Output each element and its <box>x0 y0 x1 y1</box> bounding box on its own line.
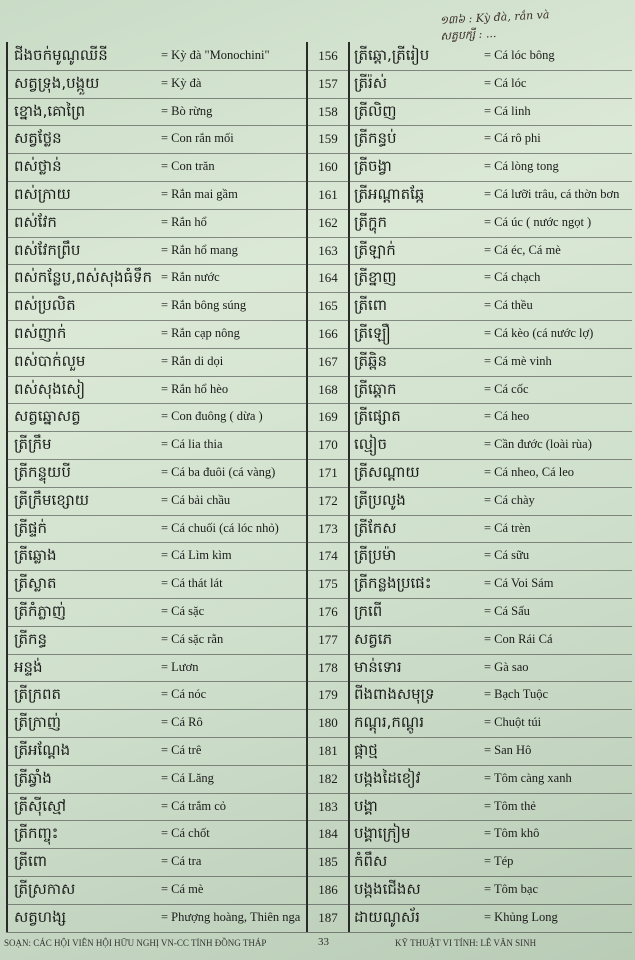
table-row <box>6 737 632 765</box>
right-khmer-term: បង្កងដៃខៀវ <box>354 768 421 787</box>
right-khmer-term: មាន់ទោរ <box>354 657 402 676</box>
left-khmer-term: ត្រីកន្ធ <box>14 629 48 648</box>
right-khmer-term: ត្រីឆ្តោក <box>354 379 397 398</box>
entry-number: 157 <box>318 75 338 91</box>
right-vietnamese-term: = Bạch Tuộc <box>484 687 549 702</box>
entry-number: 169 <box>318 409 338 425</box>
right-vietnamese-term: = Chuột túi <box>484 715 542 730</box>
right-vietnamese-term: = Cá mè vinh <box>484 353 552 368</box>
table-row <box>6 904 632 932</box>
table-row <box>6 181 632 209</box>
left-khmer-term: ត្រីឆ្វាំង <box>14 768 52 787</box>
right-vietnamese-term: = Cá sữu <box>484 548 530 563</box>
entry-number: 158 <box>318 103 338 119</box>
left-khmer-term: ពស់កន្លែប,ពស់សុងធំទឹក <box>14 268 153 287</box>
right-khmer-term: ត្រីលិញ <box>354 101 397 120</box>
right-khmer-term: ត្រីខ្នាញ <box>354 268 397 287</box>
table-row <box>6 209 632 237</box>
right-vietnamese-term: = Cá chày <box>484 492 535 507</box>
left-khmer-term: ត្រីស្រកាស <box>14 880 76 898</box>
left-vietnamese-term: = Kỳ đà "Monochini" <box>161 48 270 62</box>
table-row <box>6 125 632 153</box>
right-vietnamese-term: = Cần đước (loài rùa) <box>484 437 592 452</box>
left-khmer-term: ពស់វែក <box>14 212 57 231</box>
entry-number: 178 <box>318 659 338 675</box>
left-khmer-term: សត្វទ្រុង,បង្កួយ <box>14 73 100 92</box>
left-vietnamese-term: = Cá Lìm kìm <box>161 548 232 563</box>
left-khmer-term: ត្រីកំភ្លាញ់ <box>14 602 67 620</box>
right-vietnamese-term: = Cá úc ( nước ngọt ) <box>484 214 592 229</box>
left-khmer-term: ពស់ប្រលិត <box>14 296 76 315</box>
right-khmer-term: ត្រីក្ហុក <box>354 212 388 231</box>
left-khmer-term: ត្រីស្លាត <box>14 574 57 593</box>
right-vietnamese-term: = Cá lưỡi trâu, cá thờn bơn <box>484 187 620 201</box>
right-vietnamese-term: = Cá linh <box>484 103 531 118</box>
right-vietnamese-term: = Cá trèn <box>484 520 531 535</box>
right-khmer-term: កំពឹស <box>354 852 388 871</box>
left-vietnamese-term: = Cá chốt <box>161 826 210 841</box>
left-vietnamese-term: = Rắn hổ hèo <box>161 381 229 396</box>
entry-number: 166 <box>318 326 338 341</box>
left-vietnamese-term: = Con đuông ( dừa ) <box>161 409 263 424</box>
right-vietnamese-term: = Cá chạch <box>484 270 541 285</box>
entry-number: 185 <box>318 854 338 870</box>
right-vietnamese-term: = Cá lóc bông <box>484 48 555 62</box>
right-vietnamese-term: = Cá rô phi <box>484 131 541 146</box>
right-khmer-term: ត្រីប្រលូង <box>354 490 406 509</box>
table-row <box>6 848 632 876</box>
right-khmer-term: បង្កងជើងស <box>354 880 421 898</box>
table-row <box>6 681 632 709</box>
table-row <box>6 570 632 598</box>
handwritten-note-line: សត្វបក្សី : ... <box>440 26 497 43</box>
right-vietnamese-term: = Cá Sấu <box>484 604 530 618</box>
page-footer <box>0 934 635 960</box>
entry-number: 175 <box>318 576 338 592</box>
left-khmer-term: ខ្នោង,គោព្រៃ <box>14 101 86 120</box>
left-vietnamese-term: = Con rắn mối <box>161 131 234 146</box>
left-vietnamese-term: = Cá lia thia <box>161 437 223 452</box>
left-vietnamese-term: = Cá bải chầu <box>161 492 231 507</box>
right-vietnamese-term: = Khủng Long <box>484 909 558 924</box>
table-row <box>6 42 632 70</box>
left-vietnamese-term: = Rắn bông súng <box>161 298 247 313</box>
right-khmer-term: ត្រីកែស <box>354 518 397 537</box>
left-khmer-term: សត្វថ្លែន <box>14 129 62 148</box>
entry-number: 162 <box>318 214 338 230</box>
right-vietnamese-term: = Cá heo <box>484 409 530 424</box>
handwritten-note <box>439 7 550 45</box>
entry-number: 161 <box>318 187 338 202</box>
table-row <box>6 153 632 181</box>
right-khmer-term: ល្មៀច <box>354 435 388 454</box>
right-vietnamese-term: = Cá lòng tong <box>484 159 559 174</box>
right-khmer-term: ពីងពាងសមុទ្រ <box>354 685 435 704</box>
right-khmer-term: ផ្កាថ្ម <box>354 741 378 759</box>
right-vietnamese-term: = Tép <box>484 854 514 869</box>
entry-number: 171 <box>318 465 338 480</box>
entry-number: 167 <box>318 353 338 369</box>
right-vietnamese-term: = Cá thều <box>484 298 533 313</box>
left-vietnamese-term: = Cá chuối (cá lóc nhỏ) <box>161 520 279 535</box>
table-row <box>6 626 632 654</box>
left-khmer-term: ពស់ក្រាយ <box>14 185 71 203</box>
left-khmer-term: ត្រីកន្ទុយបី <box>14 463 71 481</box>
right-vietnamese-term: = Cá nheo, Cá leo <box>484 465 575 479</box>
footer-right: KỸ THUẬT VI TÍNH: LÊ VĂN SINH <box>395 938 537 948</box>
left-khmer-term: ពស់វែកព្រឹប <box>14 240 81 259</box>
left-khmer-term: ត្រីស៊ីស្មៅ <box>14 796 67 815</box>
entry-number: 173 <box>318 520 338 536</box>
right-vietnamese-term: = Cá lóc <box>484 75 527 90</box>
left-khmer-term: ពស់ថ្លាន់ <box>14 157 62 176</box>
right-vietnamese-term: = Tôm càng xanh <box>484 770 572 785</box>
table-row <box>6 876 632 904</box>
right-khmer-term: កណ្តុរ,កណ្តូរ <box>354 713 424 732</box>
table-row <box>6 376 632 404</box>
left-vietnamese-term: = Rắn nước <box>161 270 220 285</box>
table-row <box>6 765 632 793</box>
right-khmer-term: ត្រីពោ <box>354 296 388 315</box>
left-vietnamese-term: = Con trăn <box>161 159 215 174</box>
entry-number: 183 <box>318 798 338 814</box>
left-khmer-term: ត្រីក្រាញ់ <box>14 713 62 732</box>
left-vietnamese-term: = Cá tra <box>161 854 202 869</box>
right-vietnamese-term: = Cá cốc <box>484 381 529 396</box>
left-khmer-term: អន្ទង់ <box>14 657 43 676</box>
page-top <box>0 0 635 42</box>
right-khmer-term: ក្រពើ <box>354 602 383 620</box>
handwritten-note-line: ១៣៦ : Kỳ đà, rắn và <box>439 8 550 27</box>
left-vietnamese-term: = Cá nóc <box>161 687 207 702</box>
right-khmer-term: ត្រីរ៉ស់ <box>354 73 388 92</box>
table-row <box>6 793 632 821</box>
entry-number: 182 <box>318 770 338 786</box>
entry-number: 168 <box>318 381 338 397</box>
vocabulary-table <box>6 42 632 932</box>
left-vietnamese-term: = Cá trắm cỏ <box>161 798 227 813</box>
left-khmer-term: ត្រីក្រឹមខ្សោយ <box>14 490 90 509</box>
right-vietnamese-term: = Tôm khô <box>484 826 540 841</box>
left-vietnamese-term: = Cá sặc <box>161 604 205 618</box>
table-row <box>6 98 632 126</box>
left-khmer-term: ត្រីឆ្លោង <box>14 546 57 565</box>
table-row <box>6 820 632 848</box>
right-khmer-term: ត្រីផ្សោត <box>354 407 401 426</box>
left-vietnamese-term: = Rắn cạp nông <box>161 326 240 340</box>
right-khmer-term: ត្រីចង្វា <box>354 157 392 176</box>
left-vietnamese-term: = Cá mè <box>161 882 204 896</box>
right-khmer-term: ត្រីឡឿ <box>354 324 391 342</box>
left-khmer-term: ត្រីអណ្តែង <box>14 741 71 759</box>
entry-number: 160 <box>318 159 338 175</box>
table-row <box>6 654 632 682</box>
entry-number: 184 <box>318 826 338 842</box>
left-vietnamese-term: = Phượng hoàng, Thiên nga <box>161 909 301 924</box>
table-row <box>6 598 632 626</box>
table-row <box>6 320 632 348</box>
left-khmer-term: ត្រីពោ <box>14 852 48 871</box>
left-vietnamese-term: = Cá Lăng <box>161 770 214 785</box>
right-khmer-term: ត្រីឆ្ពិន <box>354 351 388 370</box>
right-vietnamese-term: = Cá éc, Cá mè <box>484 242 561 257</box>
entry-number: 174 <box>318 548 338 564</box>
left-vietnamese-term: = Cá sặc rằn <box>161 631 224 646</box>
left-khmer-term: ត្រីផ្ទក់ <box>14 518 48 537</box>
entry-number: 163 <box>318 242 338 258</box>
right-khmer-term: ត្រីអណ្តាតឆ្កែ <box>354 185 425 203</box>
left-vietnamese-term: = Bò rừng <box>161 103 213 118</box>
left-vietnamese-term: = Cá ba đuôi (cá vàng) <box>161 465 276 479</box>
left-vietnamese-term: = Kỳ đà <box>161 75 202 90</box>
table-row <box>6 542 632 570</box>
entry-number: 156 <box>318 48 338 63</box>
entry-number: 170 <box>318 437 338 453</box>
entry-number: 165 <box>318 298 338 314</box>
entry-number: 186 <box>318 882 338 897</box>
right-khmer-term: ត្រីឆ្តោ,ត្រីរៀប <box>354 46 430 64</box>
entry-number: 180 <box>318 715 338 731</box>
right-khmer-term: បង្គាក្រៀម <box>354 824 411 843</box>
left-vietnamese-term: = Cá Rô <box>161 715 203 730</box>
right-vietnamese-term: = Tôm thẻ <box>484 798 536 813</box>
table-row <box>6 487 632 515</box>
entry-number: 159 <box>318 131 338 147</box>
table-row <box>6 431 632 459</box>
left-vietnamese-term: = Rắn di dọi <box>161 353 224 368</box>
table-row <box>6 264 632 292</box>
left-vietnamese-term: = Rắn hổ <box>161 214 207 229</box>
right-vietnamese-term: = Con Rái Cá <box>484 631 553 646</box>
page-number: 33 <box>318 936 329 948</box>
left-khmer-term: ត្រីក្រពត <box>14 685 62 704</box>
table-row <box>6 348 632 376</box>
right-vietnamese-term: = Tôm bạc <box>484 882 539 896</box>
left-khmer-term: ពស់សុងសៀ <box>14 379 86 398</box>
right-vietnamese-term: = San Hô <box>484 743 532 757</box>
table-row <box>6 70 632 98</box>
table-row <box>6 515 632 543</box>
table-row <box>6 459 632 487</box>
right-khmer-term: ត្រីប្រម៉ា <box>354 546 397 565</box>
right-khmer-term: ត្រីឡាក់ <box>354 240 396 259</box>
right-khmer-term: សត្វភេ <box>354 629 393 648</box>
left-khmer-term: ត្រីក្រឹម <box>14 435 52 454</box>
left-vietnamese-term: = Lươn <box>161 659 199 674</box>
right-khmer-term: ត្រីសណ្តាយ <box>354 463 420 481</box>
entry-number: 177 <box>318 631 338 647</box>
right-vietnamese-term: = Cá Voi Sám <box>484 576 554 591</box>
entry-number: 179 <box>318 687 338 703</box>
entry-number: 172 <box>318 492 338 508</box>
table-row <box>6 403 632 431</box>
left-khmer-term: ជីងចក់មូណូឈីនី <box>14 46 108 64</box>
right-khmer-term: ត្រីកន្លងប្រផេះ <box>354 574 432 593</box>
left-vietnamese-term: = Rắn hổ mang <box>161 242 238 257</box>
row-separator <box>6 932 632 933</box>
left-khmer-term: ពស់បាក់លួម <box>14 351 86 370</box>
right-vietnamese-term: = Cá kèo (cá nước lợ) <box>484 326 594 340</box>
left-khmer-term: សត្វហង្ស <box>14 907 67 926</box>
entry-number: 181 <box>318 743 338 758</box>
right-khmer-term: ត្រីកន្ធប់ <box>354 129 397 148</box>
right-khmer-term: ដាយណូស័រ <box>354 907 420 926</box>
table-row <box>6 292 632 320</box>
entry-number: 176 <box>318 604 338 619</box>
left-khmer-term: ត្រីកញ្ចុះ <box>14 824 59 843</box>
left-vietnamese-term: = Rắn mai gầm <box>161 187 238 201</box>
footer-left: SOẠN: CÁC HỘI VIÊN HỘI HỮU NGHỊ VN-CC TỈNH ĐỒNG THÁP <box>4 938 267 948</box>
left-vietnamese-term: = Cá thát lát <box>161 576 223 591</box>
right-khmer-term: បង្គា <box>354 796 378 815</box>
entry-number: 187 <box>318 909 338 925</box>
entry-number: 164 <box>318 270 338 286</box>
right-vietnamese-term: = Gà sao <box>484 659 529 674</box>
table-row <box>6 237 632 265</box>
left-khmer-term: សត្វឆ្នោសត្វ <box>14 407 81 426</box>
table-row <box>6 709 632 737</box>
left-khmer-term: ពស់ញាក់ <box>14 324 67 342</box>
left-vietnamese-term: = Cá trê <box>161 743 202 757</box>
